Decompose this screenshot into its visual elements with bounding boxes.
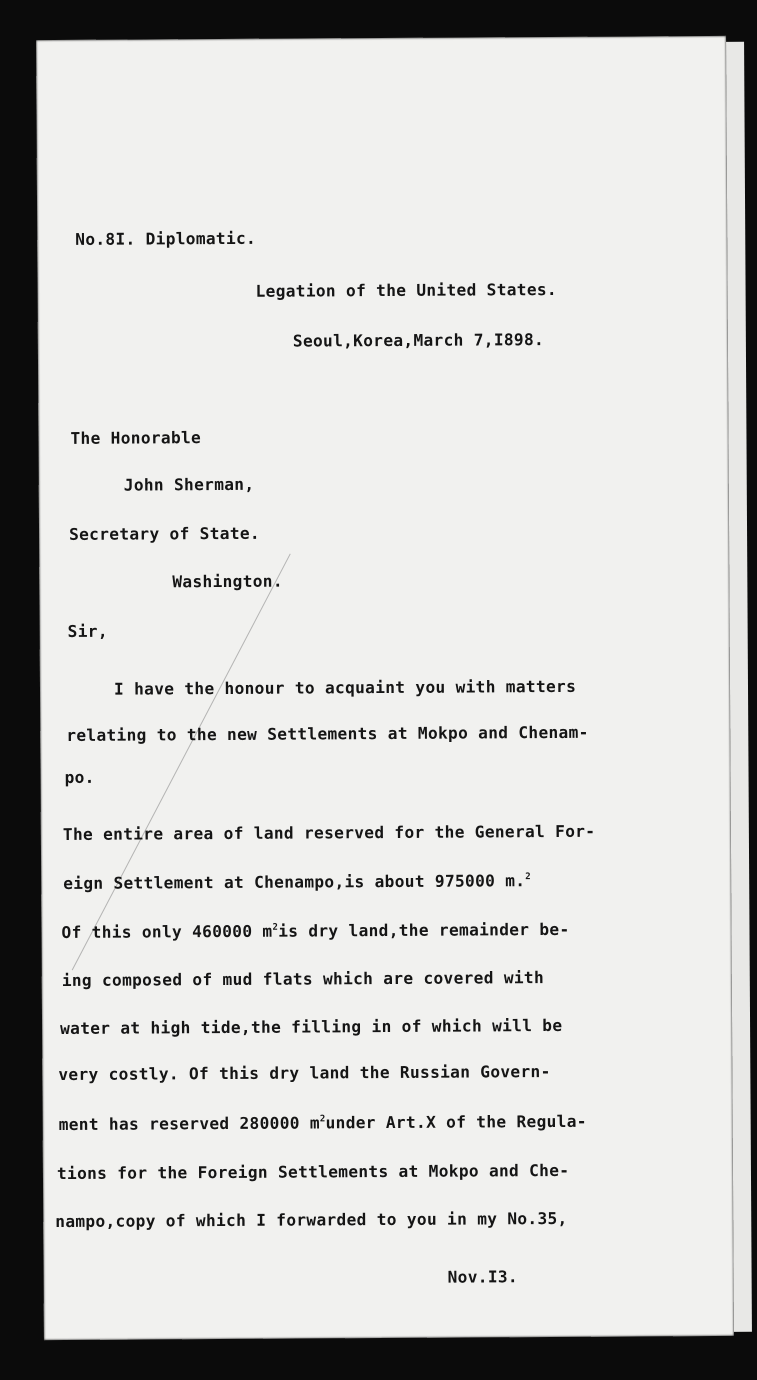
footer-reference: Nov.I3. — [447, 1267, 518, 1287]
body-line-9: very costly. Of this dry land the Russian Govern- — [58, 1061, 551, 1085]
letter-number: No.8I. Diplomatic. — [75, 228, 257, 249]
body-line-8: water at high tide,the filling in of which will be — [60, 1015, 563, 1038]
superscript-squared: 2 — [525, 872, 532, 883]
superscript-squared: 2 — [272, 922, 279, 933]
body-line-4: The entire area of land reserved for the General For- — [62, 821, 596, 844]
addressee-line-1: The Honorable — [70, 428, 202, 448]
body-line-3: po. — [64, 767, 95, 787]
body-line-10 — [59, 1112, 587, 1134]
body-line-11: tions for the Foreign Settlements at Mokpo and Che- — [56, 1160, 570, 1184]
page-edge — [726, 42, 752, 1332]
body-line-7: ing composed of mud flats which are covered with — [61, 968, 545, 990]
body-line-12: nampo,copy of which I forwarded to you in my No.35, — [55, 1208, 568, 1232]
body-line-6-text: Of this only 460000 m — [61, 921, 273, 942]
place-date: Seoul,Korea,March 7,I898. — [292, 330, 545, 351]
legation-heading: Legation of the United States. — [255, 279, 558, 301]
body-line-5 — [63, 871, 531, 893]
superscript-squared: 2 — [319, 1114, 326, 1125]
body-line-6-tail: is dry land,the remainder be- — [278, 919, 570, 941]
body-line-6 — [61, 920, 569, 942]
body-line-5-text: eign Settlement at Chenampo,is about 975000 m. — [63, 871, 526, 893]
body-line-2: relating to the new Settlements at Mokpo and Chenam- — [66, 722, 589, 745]
addressee-line-4: Washington. — [172, 571, 283, 592]
paper-crease — [72, 554, 291, 971]
addressee-line-3: Secretary of State. — [68, 523, 260, 544]
body-line-10-tail: under Art.X of the Regula- — [325, 1111, 587, 1133]
addressee-line-2: John Sherman, — [123, 474, 255, 495]
salutation: Sir, — [67, 621, 108, 641]
body-line-10-text: ment has reserved 280000 m — [58, 1113, 320, 1135]
letter-page — [36, 36, 734, 1340]
body-line-1: I have the honour to acquaint you with matters — [113, 676, 577, 699]
